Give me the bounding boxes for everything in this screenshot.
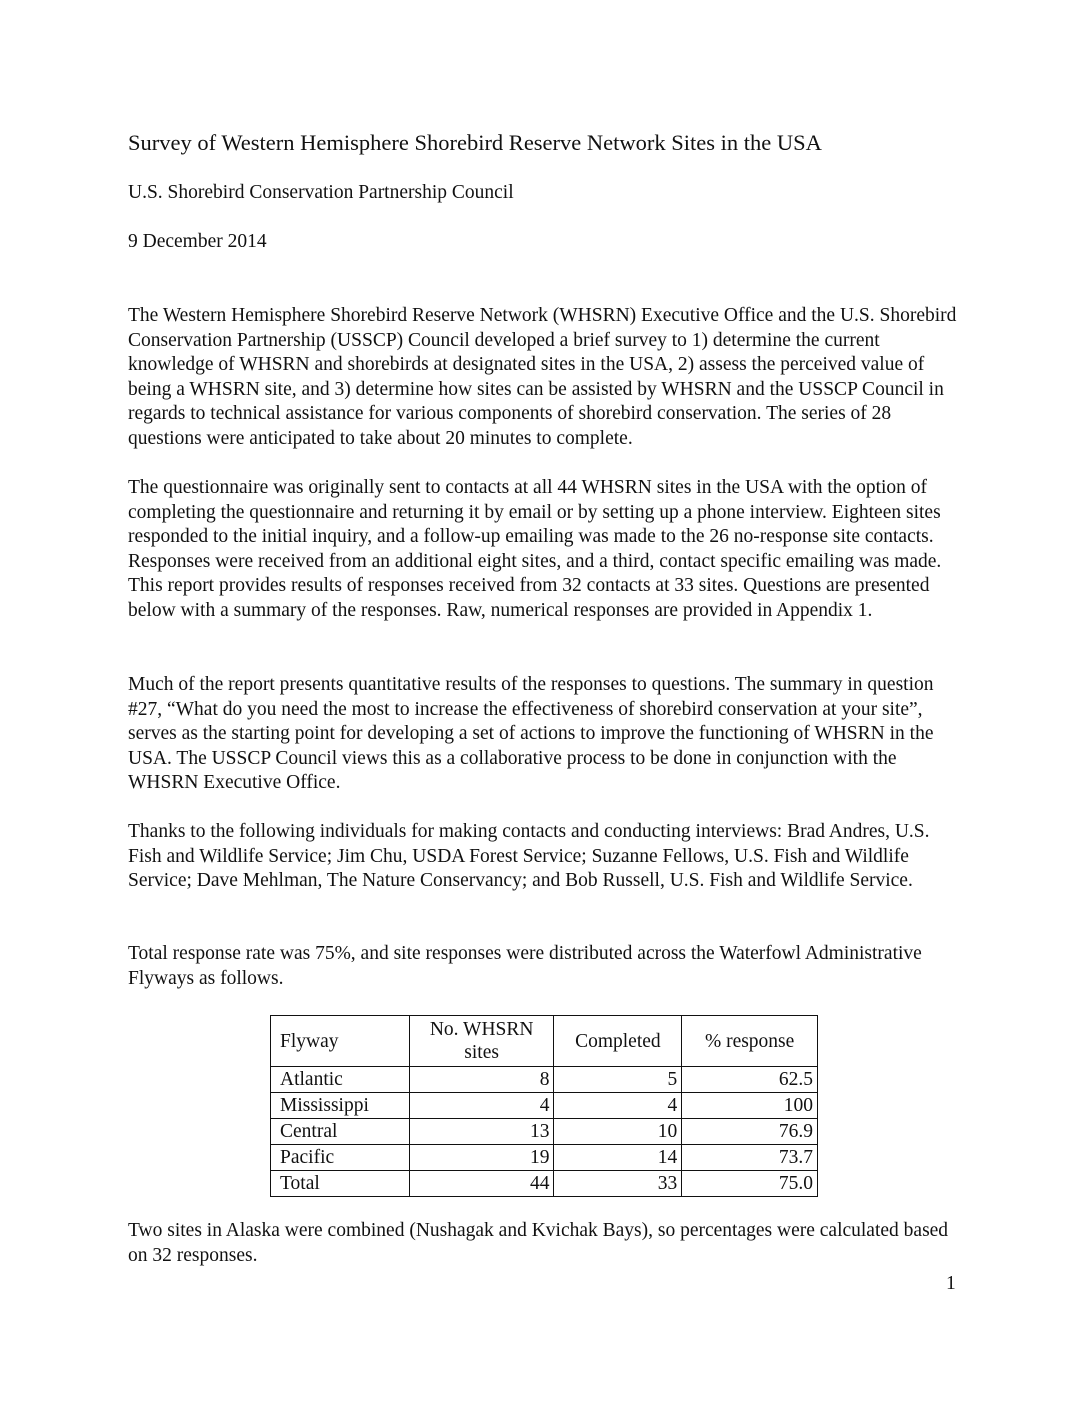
cell-flyway: Central xyxy=(271,1119,410,1145)
cell-sites: 13 xyxy=(409,1119,554,1145)
cell-completed: 14 xyxy=(554,1145,682,1171)
results-summary-paragraph: Much of the report presents quantitative results of the responses to questions. The summary in question #27, “What do you need the most to increase the effectiveness of shorebird conservation at your site”, serves as the starting point for developing a set of actions to improve the functioning of WHSRN in the USA. The USSCP Council views this as a collaborative process to be done in conjunction with the WHSRN Executive Office. xyxy=(128,674,934,793)
cell-sites: 19 xyxy=(409,1145,554,1171)
table-row xyxy=(271,1067,818,1093)
page-number: 1 xyxy=(946,1273,956,1294)
table-header-row xyxy=(271,1016,818,1067)
cell-completed: 4 xyxy=(554,1093,682,1119)
cell-response: 75.0 xyxy=(682,1171,818,1197)
header-completed: Completed xyxy=(554,1016,682,1067)
document-title: Survey of Western Hemisphere Shorebird Reserve Network Sites in the USA xyxy=(128,130,822,155)
cell-sites: 44 xyxy=(409,1171,554,1197)
methods-paragraph: The questionnaire was originally sent to contacts at all 44 WHSRN sites in the USA with the option of completing the questionnaire and returning it by email or by setting up a phone interview. Eighteen sites responded to the initial inquiry, and a follow-up emailing was made to the 26 no-response site contacts. Responses were received from an additional eight sites, and a third, contact specific emailing was made. This report provides results of responses received from 32 contacts at 33 sites. Questions are presented below with a summary of the responses. Raw, numerical responses are provided in Appendix 1. xyxy=(128,477,942,621)
cell-response: 76.9 xyxy=(682,1119,818,1145)
cell-response: 62.5 xyxy=(682,1067,818,1093)
cell-flyway: Mississippi xyxy=(271,1093,410,1119)
table-row xyxy=(271,1119,818,1145)
header-no-whsrn-sites-line2: sites xyxy=(464,1042,499,1063)
cell-flyway: Pacific xyxy=(271,1145,410,1171)
cell-response: 73.7 xyxy=(682,1145,818,1171)
header-no-whsrn-sites-line1: No. WHSRN xyxy=(429,1019,534,1040)
header-no-whsrn-sites xyxy=(409,1016,554,1067)
response-rate-paragraph: Total response rate was 75%, and site responses were distributed across the Waterfowl Administrative Flyways as follows. xyxy=(128,943,922,989)
cell-response: 100 xyxy=(682,1093,818,1119)
organization-name: U.S. Shorebird Conservation Partnership Council xyxy=(128,182,514,203)
table-row xyxy=(271,1093,818,1119)
cell-completed: 5 xyxy=(554,1067,682,1093)
header-flyway: Flyway xyxy=(271,1016,410,1067)
cell-sites: 4 xyxy=(409,1093,554,1119)
document-date: 9 December 2014 xyxy=(128,231,267,252)
header-percent-response: % response xyxy=(682,1016,818,1067)
cell-completed: 33 xyxy=(554,1171,682,1197)
cell-flyway: Total xyxy=(271,1171,410,1197)
closing-paragraph: Two sites in Alaska were combined (Nushagak and Kvichak Bays), so percentages were calculated based on 32 responses. xyxy=(128,1220,949,1266)
acknowledgements-paragraph: Thanks to the following individuals for making contacts and conducting interviews: Brad Andres, U.S. Fish and Wildlife Service; Jim Chu, USDA Forest Service; Suzanne Fellows, U.S. Fish and Wildlife Service; Dave Mehlman, The Nature Conservancy; and Bob Russell, U.S. Fish and Wildlife Service. xyxy=(128,821,930,891)
table-total-row xyxy=(271,1171,818,1197)
cell-sites: 8 xyxy=(409,1067,554,1093)
intro-paragraph: The Western Hemisphere Shorebird Reserve Network (WHSRN) Executive Office and the U.S. Shorebird Conservation Partnership (USSCP) Council developed a brief survey to 1) determine the current knowledge of WHSRN and shorebirds at designated sites in the USA, 2) assess the perceived value of being a WHSRN site, and 3) determine how sites can be assisted by WHSRN and the USSCP Council in regards to technical assistance for various components of shorebird conservation. The series of 28 questions were anticipated to take about 20 minutes to complete. xyxy=(128,305,957,449)
cell-completed: 10 xyxy=(554,1119,682,1145)
cell-flyway: Atlantic xyxy=(271,1067,410,1093)
table-row xyxy=(271,1145,818,1171)
flyway-response-table xyxy=(270,1015,818,1197)
